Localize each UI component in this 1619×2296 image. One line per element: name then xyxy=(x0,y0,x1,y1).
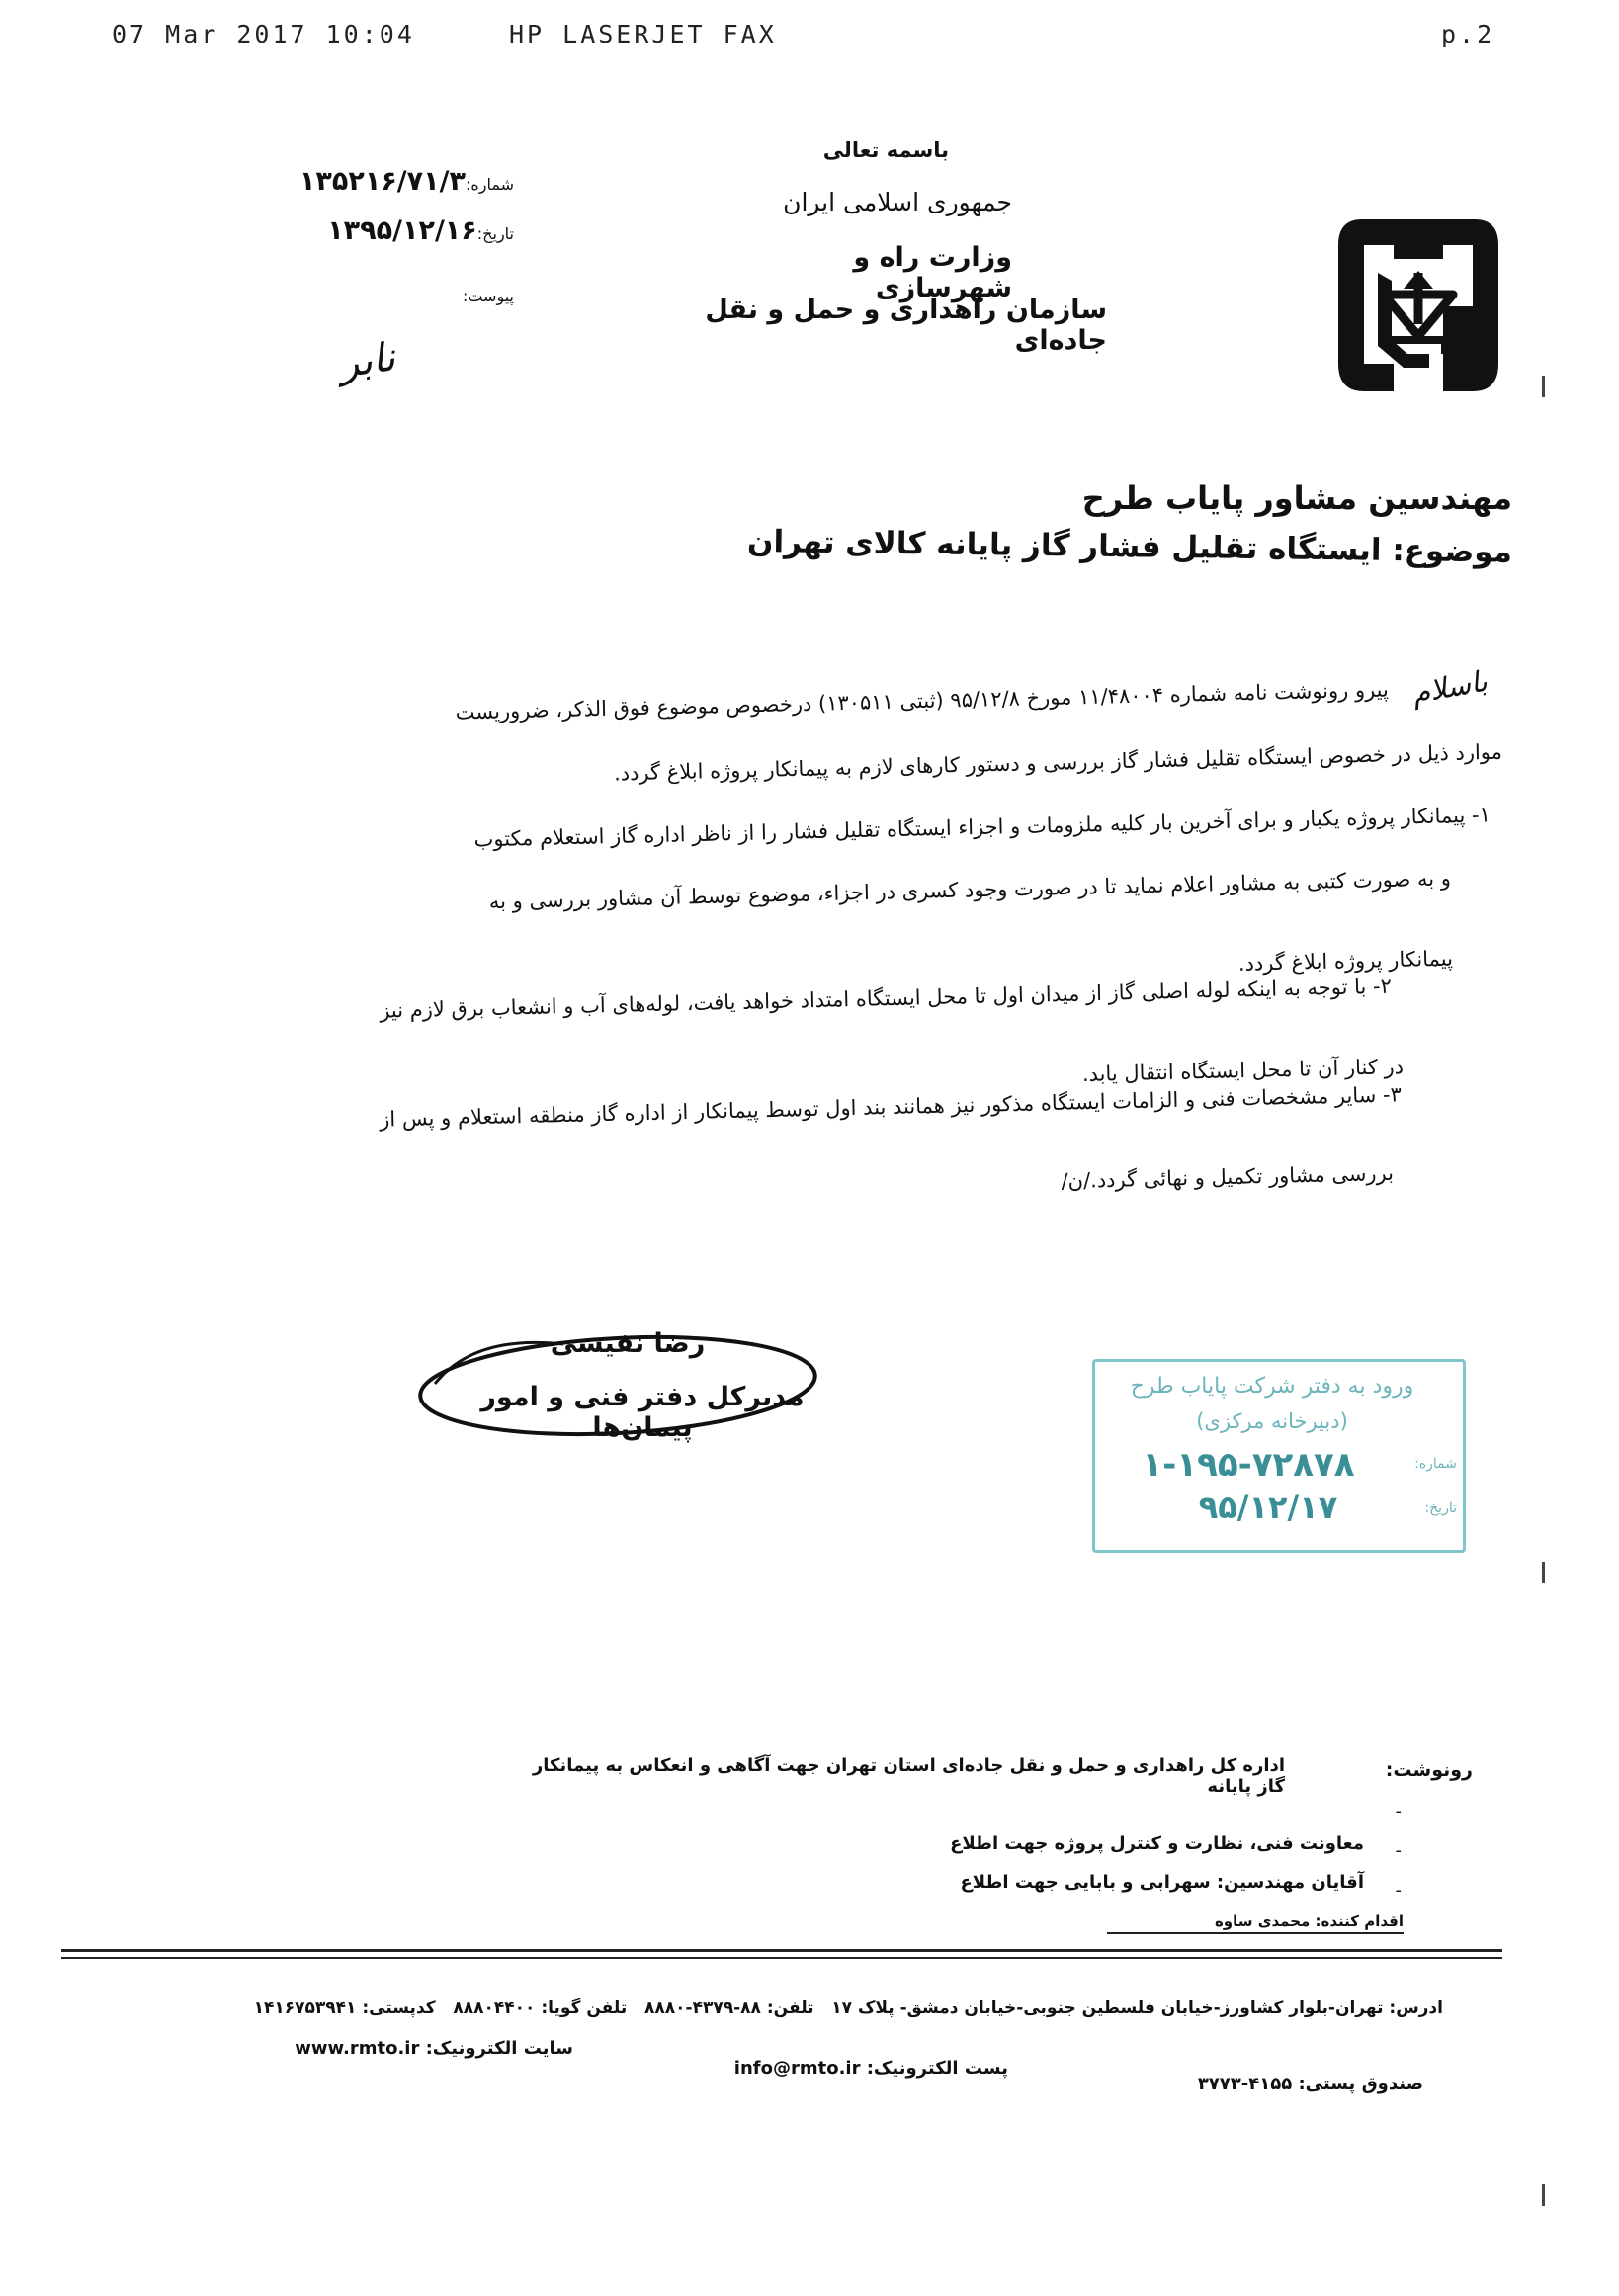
stamp-date-label: تاریخ: xyxy=(1424,1500,1457,1516)
letter-number-value: ۱۳۵۲۱۶/۷۱/۳ xyxy=(298,166,466,197)
stamp-date-value: ۹۵/۱۲/۱۷ xyxy=(1198,1488,1338,1526)
fax-device: HP LASERJET FAX xyxy=(509,20,777,48)
receipt-stamp xyxy=(1092,1359,1466,1553)
recipient: مهندسین مشاور پایاب طرح xyxy=(1081,479,1512,517)
cc-action-by: اقدام کننده: محمدی ساوه xyxy=(1107,1913,1404,1934)
letterhead-ministry: وزارت راه و شهرسازی xyxy=(853,242,1012,303)
footer-website[interactable]: سایت الکترونیک: www.rmto.ir xyxy=(295,2038,573,2059)
item-2-line-1: ۲- با توجه به اینکه لوله اصلی گاز از میدان اول تا محل ایستگاه امتداد خواهد یافت، لوله‌های آب و انشعاب برق لازم نیز xyxy=(379,974,1393,1023)
cc-bullet: - xyxy=(1395,1801,1402,1822)
signatory-name: رضا نفیسی xyxy=(550,1328,706,1359)
item-3-line-2: بررسی مشاور تکمیل و نهائی گردد./ن/ xyxy=(1061,1160,1395,1194)
fax-page-number: p.2 xyxy=(1441,20,1495,48)
footer-po-box: صندوق پستی: ۴۱۵۵-۳۷۷۳ xyxy=(1197,2074,1423,2094)
item-1-line-3: پیمانکار پروژه ابلاغ گردد. xyxy=(1237,946,1454,976)
stamp-number-label: شماره: xyxy=(1414,1456,1457,1472)
footer-phone-voice: تلفن گویا: ۸۸۸۰۴۴۰۰ xyxy=(453,1998,628,2018)
intro-line-2: موارد ذیل در خصوص ایستگاه تقلیل فشار گاز بررسی و دستور کارهای لازم به پیمانکار پروژه ابلاغ گردد. xyxy=(613,739,1503,786)
subject: موضوع: ایستگاه تقلیل فشار گاز پایانه کالای تهران xyxy=(746,523,1513,570)
item-2-line-2: در کنار آن تا محل ایستگاه انتقال یابد. xyxy=(1081,1055,1405,1087)
signatory-title: مدیرکل دفتر فنی و امور پیمان‌ها xyxy=(480,1382,805,1443)
footer-postal-code: کدپستی: ۱۴۱۶۷۵۳۹۴۱ xyxy=(253,1998,436,2018)
stamp-number-value: ۱-۱۹۵-۷۲۸۷۸ xyxy=(1142,1445,1355,1485)
rmto-logo-icon xyxy=(1334,215,1502,395)
item-1-line-2: و به صورت کتبی به مشاور اعلام نماید تا در صورت وجود کسری در اجزاء، موضوع توسط آن مشاور بررسی و به xyxy=(488,866,1452,914)
cc-label: رونوشت: xyxy=(1385,1759,1473,1781)
footer-divider xyxy=(61,1949,1502,1952)
letterhead-organization: سازمان راهداری و حمل و نقل جاده‌ای xyxy=(705,295,1107,356)
letter-date-label: تاریخ: xyxy=(476,224,514,243)
signature-block xyxy=(415,1315,850,1443)
footer-line-1 xyxy=(178,1998,1443,2018)
fax-header xyxy=(0,0,1619,59)
footer-divider xyxy=(61,1957,1502,1959)
footer-address: ادرس: تهران-بلوار کشاورز-خیابان فلسطین جنوبی-خیابان دمشق- پلاک ۱۷ xyxy=(831,1998,1443,2018)
scan-mark xyxy=(1542,1562,1545,1583)
cc-item-3: آقایان مهندسین: سهرابی و بابایی جهت اطلاع xyxy=(960,1872,1364,1893)
letter-date-value: ۱۳۹۵/۱۲/۱۶ xyxy=(327,215,477,246)
fax-datetime: 07 Mar 2017 10:04 xyxy=(112,20,415,48)
item-1-line-1: ۱- پیمانکار پروژه یکبار و برای آخرین بار کلیه ملزومات و اجزاء ایستگاه تقلیل فشار را از ناظر اداره گاز استعلام مکتوب xyxy=(473,803,1491,852)
stamp-line-1: ورود به دفتر شرکت پایاب طرح xyxy=(1130,1374,1414,1399)
cc-bullet: - xyxy=(1395,1880,1402,1901)
letterhead-invocation: باسمه تعالی xyxy=(822,138,949,162)
footer-phone: تلفن: ۸۸-۴۳۷۹-۸۸۸۰ xyxy=(644,1998,814,2018)
scan-mark xyxy=(1542,376,1545,397)
item-3-line-1: ۳- سایر مشخصات فنی و الزامات ایستگاه مذکور نیز همانند بند اول توسط پیمانکار از اداره گاز منطقه استعلام و پس از xyxy=(379,1082,1403,1132)
greeting: باسلام xyxy=(1408,663,1491,711)
footer-email[interactable]: پست الکترونیک: info@rmto.ir xyxy=(733,2058,1008,2079)
intro-line-1: پیرو رونوشت نامه شماره ۱۱/۴۸۰۰۴ مورخ ۹۵/۱۲/۸ (ثبتی ۱۳۰۵۱۱) درخصوص موضوع فوق الذکر، ضروریست xyxy=(455,677,1390,724)
letter-number xyxy=(267,166,514,197)
letterhead-country: جمهوری اسلامی ایران xyxy=(783,188,1012,216)
cc-item-1: اداره کل راهداری و حمل و نقل جاده‌ای استان تهران جهت آگاهی و انعکاس به پیمانکار گاز پایانه xyxy=(532,1755,1285,1797)
letter-number-label: شماره: xyxy=(465,175,514,194)
cc-bullet: - xyxy=(1395,1840,1402,1861)
stamp-line-2: (دبیرخانه مرکزی) xyxy=(1196,1409,1348,1433)
cc-item-2: معاونت فنی، نظارت و کنترل پروژه جهت اطلاع xyxy=(950,1833,1364,1854)
letter-date xyxy=(287,215,514,246)
scan-mark xyxy=(1542,2184,1545,2206)
handwritten-note: نابر xyxy=(336,334,398,387)
letter-attachment-label: پیوست: xyxy=(462,287,514,305)
